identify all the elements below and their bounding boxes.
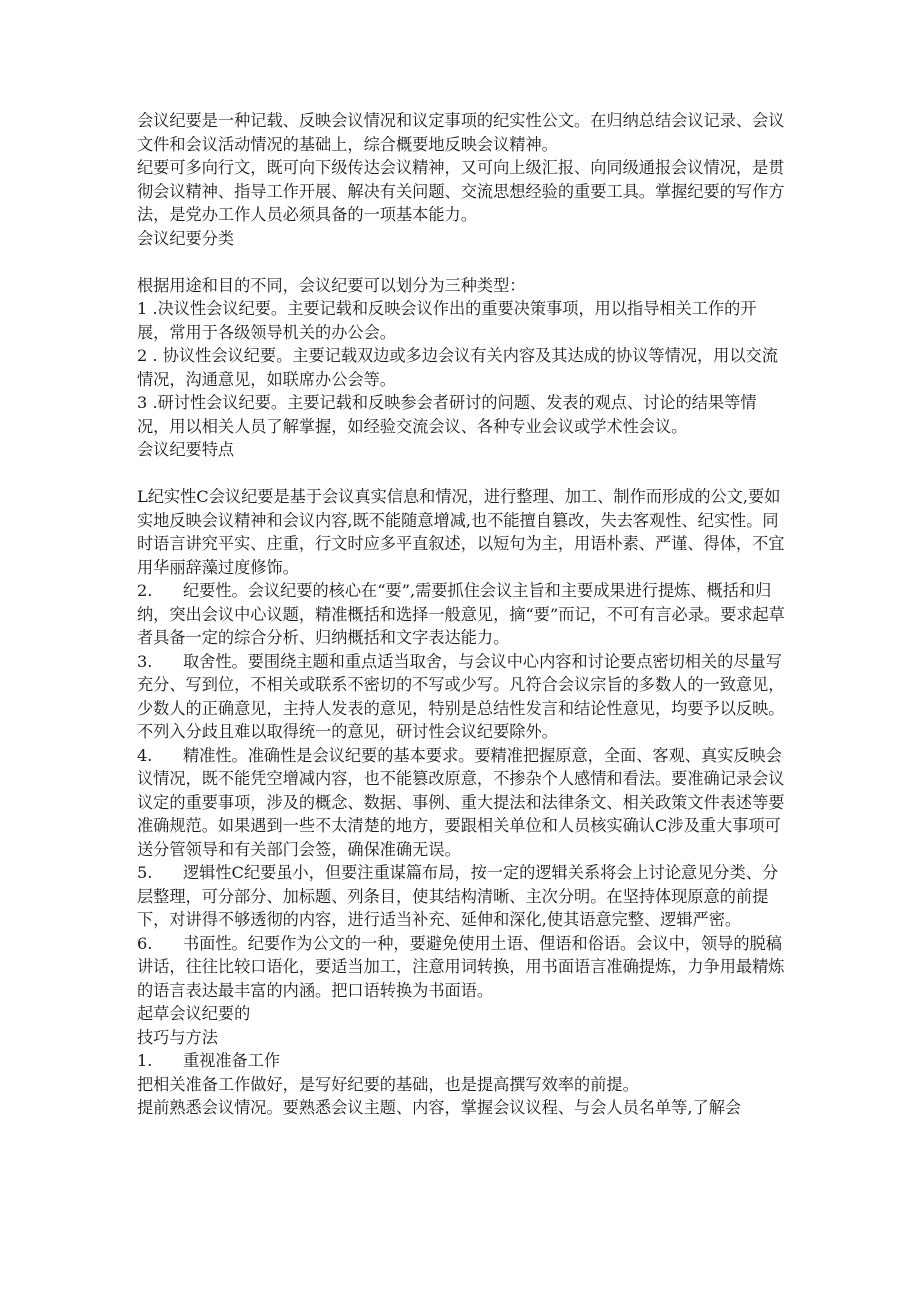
- item-text: .决议性会议纪要。主要记载和反映会议作出的重要决策事项，用以指导相关工作的开展，常用于各级领导机关的办公会。: [137, 299, 757, 342]
- classification-item-3: [137, 391, 785, 438]
- drafting-item-1: [137, 1049, 785, 1073]
- item-text: 纪要性。会议纪要的核心在“要”,需要抓住会议主旨和主要成果进行提炼、概括和归纳，突出会议中心议题，精准概括和选择一般意见，摘“要”而记，不可有言必录。要求起草者具备一定的综合分析、归纳概括和文字表达能力。: [137, 581, 785, 647]
- feature-item-2: [137, 579, 785, 650]
- blank-line: [137, 462, 785, 486]
- feature-item-3: [137, 650, 785, 744]
- intro-paragraph-2: 纪要可多向行文，既可向下级传达会议精神，又可向上级汇报、向同级通报会议情况，是贯彻会议精神、指导工作开展、解决有关问题、交流思想经验的重要工具。掌握纪要的写作方法，是党办工作人员必须具备的一项基本能力。: [137, 158, 785, 224]
- classification-item-1: [137, 297, 785, 344]
- item-text: 精准性。准确性是会议纪要的基本要求。要精准把握原意，全面、客观、真实反映会议情况，既不能凭空增减内容，也不能篡改原意，不掺杂个人感情和看法。要准确记录会议议定的重要事项，涉及的概念、数据、事例、重大提法和法律条文、相关政策文件表述等要准确规范。如果遇到一些不太清楚的地方，要跟相关单位和人员核实确认C涉及重大事项可送分管领导和有关部门会签，确保准确无误。: [137, 745, 785, 859]
- item-text: 取舍性。要围绕主题和重点适当取舍，与会议中心内容和讨论要点密切相关的尽量写充分、写到位，不相关或联系不密切的不写或少写。凡符合会议宗旨的多数人的一致意见，少数人的正确意见，主持人发表的意见，特别是总结性发言和结论性意见，均要予以反映。不列入分歧且难以取得统一的意见，研讨性会议纪要除外。: [137, 651, 785, 741]
- item-number: 4.: [137, 745, 153, 765]
- item-number: 1: [137, 299, 148, 318]
- item-text: 书面性。纪要作为公文的一种，要避免使用土语、俚语和俗语。会议中，领导的脱稿讲话，往往比较口语化，要适当加工，注意用词转换，用书面语言准确提炼，力争用最精炼的语言表达最丰富的内涵。把口语转换为书面语。: [137, 933, 785, 1000]
- feature-item-1: L纪实性C会议纪要是基于会议真实信息和情况，进行整理、加工、制作而形成的公文,要如实地反映会议精神和会议内容,既不能随意增减,也不能擅自篡改，失去客观性、纪实性。同时语言讲究平实、庄重，行文时应多平直叙述，以短句为主，用语朴素、严谨、得体，不宜用华丽辞藻过度修饰。: [137, 487, 785, 577]
- item-number: 5.: [137, 863, 153, 882]
- document-page: [137, 109, 785, 1120]
- feature-item-6: [137, 932, 785, 1003]
- classification-item-2: [137, 344, 785, 391]
- item-number: 2.: [137, 581, 153, 600]
- section-heading-features: 会议纪要特点: [137, 440, 235, 459]
- drafting-paragraph-2: 提前熟悉会议情况。要熟悉会议主题、内容，掌握会议议程、与会人员名单等,了解会: [137, 1098, 742, 1117]
- item-number: 1.: [137, 1051, 153, 1070]
- section-heading-drafting-2: 技巧与方法: [137, 1027, 218, 1047]
- item-number: 6.: [137, 933, 153, 953]
- intro-paragraph-1: 会议纪要是一种记载、反映会议情况和议定事项的纪实性公文。在归纳总结会议记录、会议文件和会议活动情况的基础上，综合概要地反映会议精神。: [137, 111, 785, 154]
- item-number: 2: [137, 346, 148, 365]
- section-heading-drafting-1: 起草会议纪要的: [137, 1004, 251, 1023]
- feature-item-4: [137, 744, 785, 862]
- item-text: 逻辑性C纪要虽小，但要注重谋篇布局，按一定的逻辑关系将会上讨论意见分类、分层整理，可分部分、加标题、列条目，使其结构清晰、主次分明。在坚持体现原意的前提下，对讲得不够透彻的内容，进行适当补充、延伸和深化,使其语意完整、逻辑严密。: [137, 863, 779, 929]
- blank-line: [137, 250, 785, 274]
- classification-lead: 根据用途和目的不同，会议纪要可以划分为三种类型：: [137, 275, 526, 295]
- item-number: 3: [137, 393, 148, 412]
- item-title: 重视准备工作: [183, 1051, 281, 1070]
- drafting-paragraph-1: 把相关准备工作做好，是写好纪要的基础，也是提高撰写效率的前提。: [137, 1074, 639, 1094]
- item-text: .研讨性会议纪要。主要记载和反映参会者研讨的问题、发表的观点、讨论的结果等情况，用以相关人员了解掌握，如经验交流会议、各种专业会议或学术性会议。: [137, 393, 757, 436]
- section-heading-classification: 会议纪要分类: [137, 228, 235, 248]
- item-text: . 协议性会议纪要。主要记载双边或多边会议有关内容及其达成的协议等情况，用以交流情况，沟通意见，如联席办公会等。: [137, 346, 778, 389]
- feature-item-5: [137, 861, 785, 932]
- item-number: 3.: [137, 651, 153, 671]
